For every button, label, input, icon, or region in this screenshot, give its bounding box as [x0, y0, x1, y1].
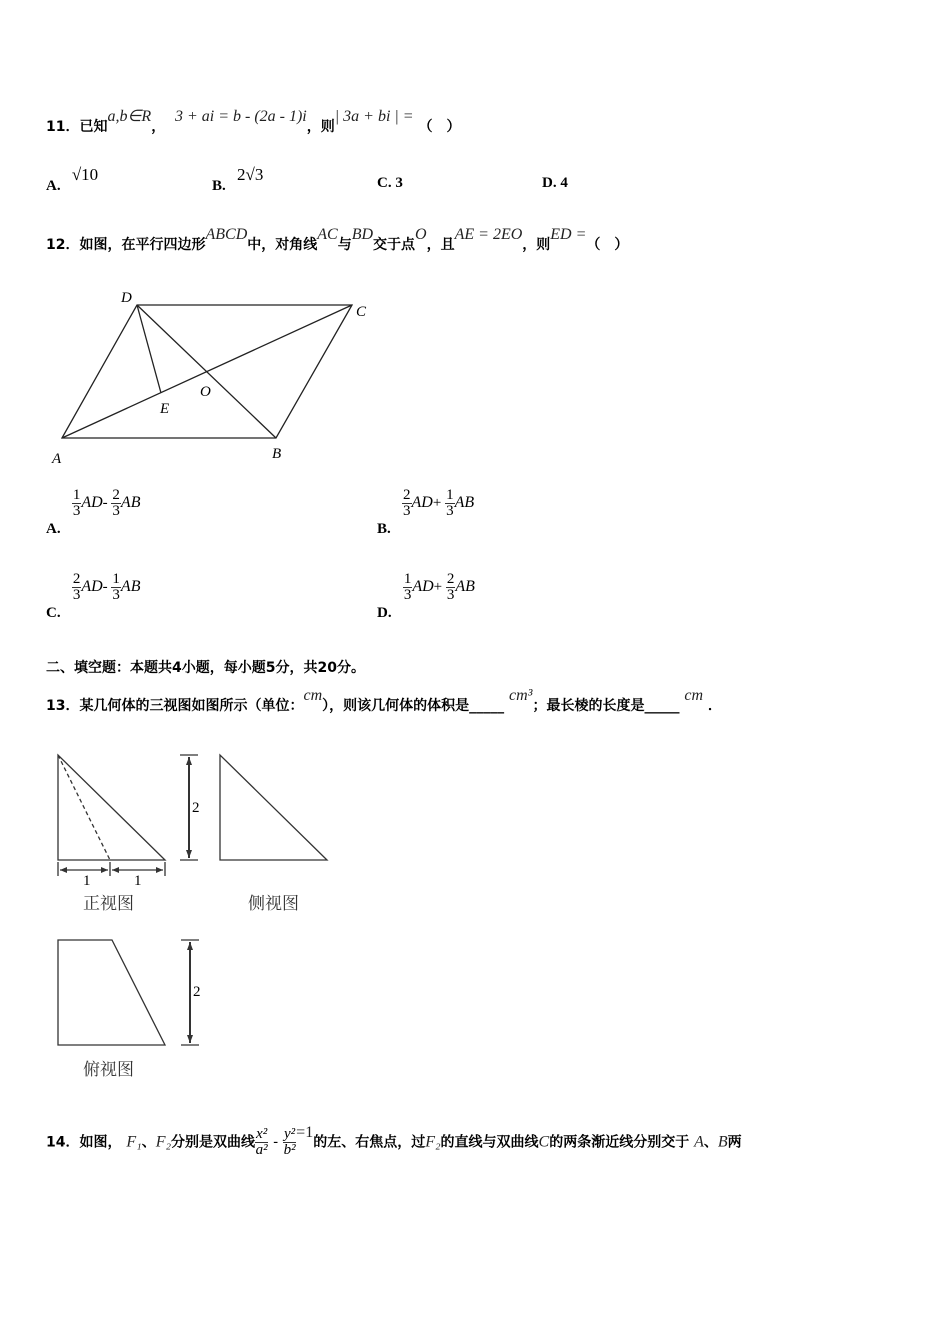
- option-label: D.: [542, 175, 557, 191]
- q14-text: 14．如图，: [46, 1134, 122, 1151]
- numerator: y²: [284, 1126, 296, 1142]
- option-label: C.: [377, 175, 392, 191]
- q12-math: ABCD: [205, 226, 248, 243]
- option-label: A.: [46, 178, 61, 194]
- option-label: C.: [46, 604, 61, 621]
- q12-option-b: [377, 487, 475, 537]
- denominator: 3: [72, 503, 81, 519]
- unit: cm³: [509, 687, 533, 704]
- q12-text: 交于点: [373, 237, 416, 253]
- numerator: 1: [72, 487, 81, 503]
- numerator: x²: [256, 1126, 268, 1142]
- q14-text: 的直线与双曲线: [440, 1134, 539, 1151]
- q12-text: 12．如图，在平行四边形: [46, 237, 206, 253]
- operator: +: [432, 494, 442, 511]
- option-value: 4: [560, 175, 568, 191]
- vector: AD: [81, 493, 103, 511]
- parallelogram-figure: [62, 305, 352, 438]
- unit: cm: [303, 687, 323, 704]
- label-e: E: [160, 401, 170, 417]
- operator: -: [102, 578, 108, 595]
- front-view: [58, 755, 165, 860]
- option-value: 2√3: [237, 165, 264, 184]
- q12-math: AC: [317, 226, 338, 243]
- numerator: 1: [112, 571, 120, 587]
- q14-math: C: [538, 1133, 550, 1151]
- q11-text: 11．已知: [46, 119, 108, 135]
- front-view-label: 正视图: [83, 894, 134, 914]
- option-value: √10: [71, 165, 99, 184]
- side-view-label: 侧视图: [248, 894, 299, 914]
- hidden-edge: [58, 755, 110, 860]
- denominator: a²: [255, 1142, 268, 1158]
- q12-text: 与: [337, 237, 352, 253]
- numerator: 1: [446, 487, 454, 503]
- q11-text: ，: [151, 119, 166, 135]
- option-label: D.: [377, 604, 392, 621]
- numerator: 2: [403, 487, 411, 503]
- label-b: B: [272, 446, 282, 462]
- q14-text: 分别是双曲线: [171, 1134, 256, 1151]
- q14-math: B: [717, 1133, 728, 1151]
- label-a: A: [52, 451, 62, 467]
- operator: +: [433, 578, 443, 595]
- denominator: 3: [446, 503, 454, 519]
- numerator: 2: [72, 571, 81, 587]
- q12-math: AE = 2EO: [454, 226, 523, 243]
- q14-text: 两: [727, 1134, 742, 1151]
- q14-text: 、: [141, 1134, 156, 1151]
- section-2-heading: 二、填空题：本题共4小题，每小题5分，共20分。: [46, 660, 365, 676]
- q13-text: ），则该几何体的体积是_____: [322, 698, 505, 714]
- dim-label: 2: [192, 800, 200, 816]
- q14-text: 的两条渐近线分别交于: [549, 1134, 690, 1151]
- q14-text: 、: [703, 1134, 718, 1151]
- q14-math: =1: [296, 1123, 314, 1141]
- vector: AD: [81, 577, 103, 595]
- label-c: C: [356, 304, 367, 320]
- dim-label: 1: [83, 873, 91, 889]
- q12-option-d: [377, 571, 475, 621]
- option-label: A.: [46, 520, 61, 537]
- q12-math: ED =: [550, 226, 587, 243]
- q14-math: F₁: [126, 1133, 142, 1151]
- label-o: O: [200, 384, 211, 400]
- operator: -: [102, 494, 108, 511]
- q13-text: 13．某几何体的三视图如图所示（单位：: [46, 698, 304, 714]
- q12-math: BD: [351, 226, 374, 243]
- q12-text: ，则: [522, 237, 551, 253]
- q13-text: ；最长棱的长度是_____: [532, 698, 680, 714]
- q14-math: F₂: [155, 1133, 172, 1151]
- denominator: 3: [403, 503, 411, 519]
- denominator: 3: [446, 587, 455, 603]
- top-view-label: 俯视图: [83, 1060, 134, 1080]
- q12-text: ，且: [426, 237, 455, 253]
- option-label: B.: [377, 520, 391, 537]
- q12-math: O: [415, 226, 427, 243]
- denominator: 3: [112, 503, 120, 519]
- q11-math-1: a,b∈R: [107, 108, 152, 125]
- answer-paren: （ ）: [418, 119, 461, 135]
- vector: AD: [411, 493, 433, 511]
- segment-de: [137, 305, 161, 393]
- dim-label: 2: [193, 984, 201, 1000]
- unit: cm: [684, 687, 703, 704]
- operator: -: [273, 1134, 279, 1151]
- denominator: 3: [403, 587, 412, 603]
- side-view: [220, 755, 327, 860]
- label-d: D: [121, 290, 132, 306]
- vector: AB: [454, 493, 475, 511]
- q14-math: A: [694, 1133, 704, 1151]
- q14-text: 的左、右焦点，过: [313, 1134, 426, 1151]
- q12-option-c: [46, 571, 141, 621]
- q13-text: ．: [707, 698, 722, 714]
- question-13: [46, 687, 722, 715]
- top-view: [58, 940, 165, 1045]
- answer-paren: （ ）: [586, 237, 629, 253]
- vector: AB: [455, 577, 475, 595]
- vector: AB: [120, 493, 141, 511]
- numerator: 1: [403, 571, 412, 587]
- option-label: B.: [212, 178, 226, 194]
- denominator: 3: [72, 587, 81, 603]
- dim-label: 1: [134, 873, 142, 889]
- q12-option-a: [46, 487, 141, 537]
- denominator: b²: [283, 1142, 296, 1158]
- q11-math-2: 3 + ai = b - (2a - 1)i: [174, 108, 307, 125]
- q14-math: F₂: [425, 1133, 441, 1151]
- diagonal-bd: [137, 305, 276, 438]
- numerator: 2: [446, 571, 455, 587]
- vector: AB: [120, 577, 141, 595]
- q12-text: 中，对角线: [247, 237, 318, 253]
- question-14: [46, 1123, 742, 1158]
- numerator: 2: [112, 487, 120, 503]
- vector: AD: [412, 577, 434, 595]
- option-value: 3: [395, 175, 403, 191]
- q11-text: ，则: [306, 119, 335, 135]
- denominator: 3: [112, 587, 120, 603]
- q11-math-3: | 3a + bi | =: [334, 108, 414, 125]
